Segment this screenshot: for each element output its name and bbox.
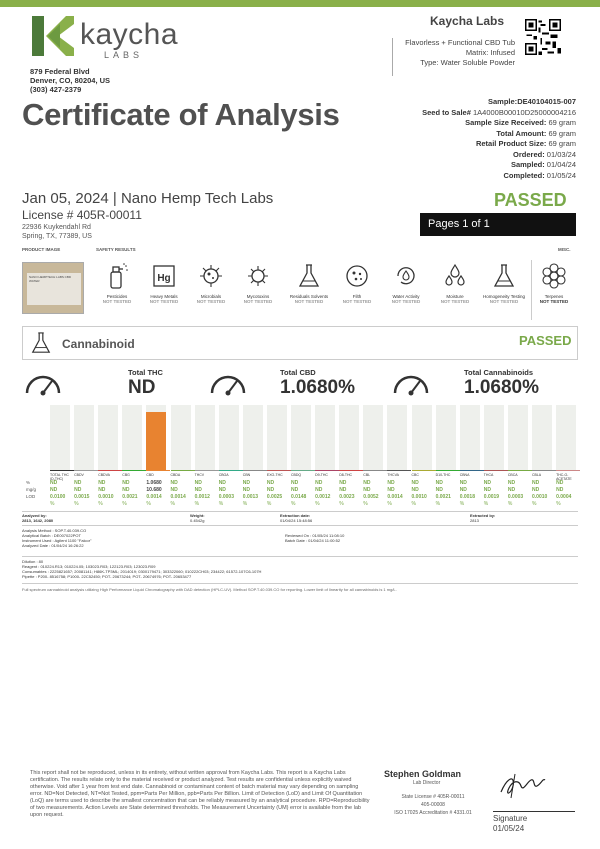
flask-icon	[297, 262, 321, 290]
test-status: NOT TESTED	[489, 299, 519, 304]
bar-track	[315, 405, 335, 470]
sample-row: Completed: 01/05/24	[503, 170, 576, 180]
bar-track	[171, 405, 191, 470]
terpenes-icon	[542, 262, 566, 290]
cannabinoid-lod-value: 0.0100	[50, 494, 66, 500]
test-pesticides	[94, 262, 140, 304]
test-status: NOT TESTED	[196, 299, 226, 304]
cannabinoid-mg-value: ND	[291, 487, 299, 493]
cannabinoid-name: THCA	[484, 470, 508, 477]
pipette: Pipette : P200- 8516758; P1000- 22C52450; POT- 20673244; POT- 20674976; POT- 20653477	[22, 574, 192, 579]
instrument: Instrument Used : Agilent 1100 "Falcor"	[22, 538, 92, 543]
cannabinoid-name: CBG	[122, 470, 146, 477]
cannabinoid-lod-value: 0.0023	[339, 494, 355, 500]
cannabinoid-lod-value: 0.0025	[266, 494, 283, 500]
cannabinoid-lod-value: 0.0010	[532, 494, 548, 500]
gauge-icon	[392, 368, 430, 396]
cannabinoid-name: THC-O-ACETATE	[556, 470, 580, 481]
petri-icon	[345, 262, 369, 290]
bar-track	[556, 405, 576, 470]
test-name: Microbials	[200, 294, 222, 299]
cannabinoid-name: TOTAL THC (D-THC)	[50, 470, 74, 481]
test-name: Water Activity	[392, 294, 420, 299]
bar-track	[122, 405, 142, 470]
extraction-date: Extraction date: 01/04/24 15:48:56	[280, 513, 313, 523]
cannabinoid-lod-value: 0.0021	[435, 494, 451, 500]
signature-line	[493, 811, 575, 812]
test-name: Terpenes	[544, 294, 564, 299]
qr-code-icon[interactable]	[525, 19, 561, 55]
cannabinoid-pct-value: ND	[459, 480, 467, 486]
cannabinoid-lod-value: 0.0052	[363, 494, 379, 500]
gauge-icon	[24, 368, 62, 396]
bar-track	[291, 405, 311, 470]
cannabinoid-lod-value: 0.0012	[315, 494, 331, 500]
cannabinoid-title: Cannabinoid	[62, 337, 135, 351]
unit-label: %	[483, 501, 489, 507]
divider	[22, 583, 578, 584]
analytical-batch: Analytical Batch : DE007022POT	[22, 533, 81, 538]
cannabinoid-mg-value: ND	[98, 487, 106, 493]
unit-label: %	[291, 501, 296, 507]
cannabinoid-lod-value: 0.0012	[194, 494, 210, 500]
cannabinoid-mg-value: ND	[459, 487, 467, 493]
test-homogeneity	[481, 262, 527, 304]
top-accent-bar	[0, 0, 600, 7]
cannabinoid-name: CBDV	[74, 470, 98, 477]
iso-accreditation: ISO 17025 Accreditation # 4331.01	[394, 810, 472, 816]
cannabinoid-mg-value: ND	[50, 487, 58, 493]
drops-icon	[443, 262, 467, 290]
cannabinoid-name: CBGA	[219, 470, 243, 477]
row-label-mg: mg/g	[26, 487, 37, 492]
cannabinoid-name: CBLA	[532, 470, 556, 477]
overall-status-badge: PASSED	[494, 190, 567, 210]
cannabinoid-mg-value: ND	[556, 487, 564, 493]
cannabinoid-bars	[50, 405, 576, 470]
bar-track	[74, 405, 94, 470]
cannabinoid-name: CBC	[412, 470, 436, 477]
cannabinoid-pct-value: ND	[411, 480, 419, 486]
cannabinoid-mg-value: 10.680	[146, 487, 162, 493]
cannabinoid-name: D9-THC	[315, 470, 339, 477]
product-matrix: Matrix: Infused	[465, 48, 515, 57]
cannabinoid-lod-value: 0.0018	[459, 494, 475, 500]
test-filth	[334, 262, 380, 304]
total-cbd-value: 1.0680%	[280, 377, 356, 398]
unit-label: %	[266, 501, 272, 507]
address-line: Spring, TX, 77389, US	[22, 233, 92, 240]
microbe-icon	[199, 262, 223, 290]
test-name: Moisture	[446, 294, 464, 299]
review-block	[285, 533, 344, 543]
row-label-pct: %	[26, 480, 31, 485]
reviewed-on: Reviewed On : 01/05/24 11:08:10	[285, 533, 345, 538]
cannabinoid-mg-value: ND	[122, 487, 130, 493]
bar-track	[50, 405, 70, 470]
sample-info	[340, 97, 576, 181]
batch-date: Batch Date : 01/04/24 11:00:52	[285, 538, 341, 543]
cannabinoid-name: CBN	[243, 470, 267, 477]
cannabinoid-pct-value: ND	[98, 480, 106, 486]
client-license: License # 405R-00011	[22, 208, 142, 222]
test-residual-solvents	[286, 262, 332, 304]
row-label-lod: LOD	[26, 494, 36, 499]
bar-track	[146, 405, 166, 470]
cannabinoid-lod-value: 0.0019	[483, 494, 500, 500]
test-status: NOT TESTED	[102, 299, 132, 304]
bar-track	[460, 405, 480, 470]
license-block	[378, 793, 488, 817]
bar-track	[387, 405, 407, 470]
reagents-block	[22, 559, 261, 579]
cannabinoid-pct-value: ND	[507, 480, 516, 486]
bar-track	[267, 405, 287, 470]
cannabinoid-mg-value: ND	[507, 487, 516, 493]
sample-row: Sample Size Received: 69 gram	[465, 118, 576, 127]
cannabinoid-mg-value: ND	[339, 487, 347, 493]
cannabinoid-name: CBL	[363, 470, 387, 477]
cannabinoid-pct-value: ND	[170, 480, 178, 486]
bar-track	[508, 405, 528, 470]
bar-track	[219, 405, 239, 470]
analysis-method-block	[22, 528, 91, 548]
cannabinoid-lod-value: 0.0010	[98, 494, 114, 500]
unit-label: %	[98, 501, 103, 507]
cannabinoid-mg-value: ND	[363, 487, 371, 493]
client-address	[22, 223, 92, 241]
cannabinoid-lod-value: 0.0021	[122, 494, 138, 500]
unit-label: %	[146, 501, 151, 507]
misc-header: MISC.	[558, 247, 571, 252]
brand-name: kaycha	[80, 18, 179, 51]
test-heavy-metals	[141, 262, 187, 304]
cannabinoid-pct-value: ND	[242, 480, 251, 486]
cannabinoid-lod-value: 0.0014	[387, 494, 403, 500]
cannabinoid-mg-value: ND	[170, 487, 178, 493]
address-line: 22936 Kuykendahl Rd	[22, 224, 91, 231]
license-number: 405-00008	[421, 802, 445, 808]
product-image-label: NANO HEMPTECH LABS CBD WATER	[27, 273, 81, 305]
address-line: (303) 427-2379	[30, 85, 82, 94]
cannabinoid-pct-value: ND	[556, 480, 564, 486]
cannabinoid-name: EXO-THC	[267, 470, 291, 477]
total-thc-label: Total THC	[128, 368, 163, 377]
test-status: NOT TESTED	[342, 299, 372, 304]
cannabinoid-mg-value: ND	[194, 487, 202, 493]
test-moisture	[432, 262, 478, 304]
unit-label: %	[50, 501, 55, 507]
cannabinoid-mg-value: ND	[74, 487, 82, 493]
sample-row: Sampled: 01/04/24	[510, 160, 576, 169]
signer-name: Stephen Goldman	[384, 769, 462, 779]
unit-label: %	[122, 501, 127, 507]
product-info	[360, 38, 515, 68]
test-status: NOT TESTED	[149, 299, 179, 304]
cannabinoid-mg-value: ND	[532, 487, 540, 493]
cannabinoid-pct-value: ND	[266, 480, 275, 486]
unit-label: %	[242, 501, 248, 507]
method-note: Full spectrum cannabinoid analysis utilizing High Performance Liquid Chromatography with DAD detection (HPLC-UV). Method SOP.T.40.039.CO for reporting. Lower limit of linearity for all cannabinoids is 1 mg/L.	[22, 587, 397, 592]
sample-row: Total Amount: 69 gram	[496, 128, 576, 138]
cannabinoid-lod-value: 0.0014	[170, 494, 186, 500]
bar-track	[436, 405, 456, 470]
page-counter: Pages 1 of 1	[420, 213, 576, 236]
hg-icon	[152, 262, 176, 290]
analyzed-date: Analyzed Date : 01/04/24 16:26:22	[22, 543, 84, 548]
address-line: 879 Federal Blvd	[30, 67, 90, 76]
bar-fill	[146, 412, 166, 470]
bar-track	[98, 405, 118, 470]
cannabinoid-pct-value: 1.0680	[146, 480, 162, 486]
total-cannabinoids-value: 1.0680%	[464, 377, 540, 398]
cannabinoid-pct-value: ND	[387, 480, 395, 486]
gauge-icon	[209, 368, 247, 396]
signature-image	[493, 770, 553, 800]
test-status: NOT TESTED	[391, 299, 421, 304]
cannabinoid-name: CBCA	[508, 470, 532, 477]
divider	[22, 525, 578, 526]
test-name: Filth	[352, 294, 362, 299]
unit-label: %	[218, 501, 224, 507]
cannabinoid-mg-value: ND	[387, 487, 395, 493]
flask-icon	[492, 262, 516, 290]
cannabinoid-mg-value: ND	[218, 487, 226, 493]
signer-title: Lab Director	[413, 780, 441, 786]
cannabinoid-lod-value: 0.0010	[411, 494, 427, 500]
spray-icon	[105, 262, 129, 290]
test-name: Mycotoxins	[246, 294, 270, 299]
reagent: Reagent : 010224.R13; 010224.05; 103023.R03; 122123.R03; 123023.R09	[22, 564, 156, 569]
cannabinoid-lod-value: 0.0004	[556, 494, 572, 500]
cannabinoid-name: CBDVA	[98, 470, 122, 477]
cannabinoid-lod-value: 0.0015	[74, 494, 90, 500]
cannabinoid-lod-value: 0.0148	[291, 494, 307, 500]
total-cbd-label: Total CBD	[280, 368, 316, 377]
flask-icon	[30, 330, 52, 356]
divider	[22, 511, 578, 512]
cannabinoid-name: THCVA	[387, 470, 411, 477]
cannabinoid-pct-value: ND	[363, 480, 371, 486]
kaycha-logo-icon	[30, 14, 74, 58]
cannabinoid-status: PASSED	[519, 333, 572, 348]
disclaimer: This report shall not be reproduced, unless in its entirety, without written approval from Kaycha Labs. This report is a Kaycha Labs certification. The results relate only to the material received or product analyzed. Test results are confidential unless explicitly waived otherwise. Void after 1 year from test end date. Cannabinoid or contaminant content of batch material may vary depending on sampling error. ND=Not Detected, NT=Not Tested, ppm=Parts Per Million, ppb=Parts Per Billion. Limit of Detection (LoD) and Limit Of Quantitation (LoQ) are terms used to describe the smallest concentration that can be reliably measured by an analytical procedure. RPD=Reproducibility of two measurements. Action Levels are State determined thresholds. The Measurement Uncertainty (UM) error is available from the lab upon request.	[30, 770, 370, 818]
test-terpenes	[531, 262, 577, 304]
bar-track	[243, 405, 263, 470]
sample-row: Seed to Sale# 1A4000B00010D25000004216	[422, 107, 576, 117]
test-name: Residuals Solvents	[289, 294, 329, 299]
cannabinoid-mg-value: ND	[266, 487, 275, 493]
cannabinoid-name: D8-THC	[339, 470, 363, 477]
bar-track	[363, 405, 383, 470]
cannabinoid-mg-value: ND	[315, 487, 323, 493]
virus-icon	[246, 262, 270, 290]
brand-sub: LABS	[104, 50, 144, 60]
cannabinoid-name: THCV	[195, 470, 219, 477]
cannabinoid-mg-value: ND	[435, 487, 443, 493]
cannabinoid-lod-value: 0.0003	[507, 494, 524, 500]
sample-row: Retail Product Size: 69 gram	[475, 139, 576, 148]
cannabinoid-pct-value: ND	[339, 480, 347, 486]
analysis-method: Analysis Method : SOP.T.40.039.CO	[22, 528, 87, 533]
signature-date: 01/05/24	[493, 824, 525, 833]
sample-row: Sample:DE40104015-007	[488, 97, 576, 106]
water-cycle-icon	[394, 262, 418, 290]
product-image	[22, 262, 84, 314]
test-name: Heavy Metals	[150, 294, 178, 299]
test-status: NOT TESTED	[243, 299, 273, 304]
bar-track	[339, 405, 359, 470]
unit-label: %	[74, 501, 79, 507]
extracted-by: Extracted by: 2813	[470, 513, 496, 523]
cannabinoid-name: D10-THC	[436, 470, 460, 477]
unit-label: %	[339, 501, 344, 507]
cannabinoid-name: CBD	[146, 470, 170, 477]
dilution: Dilution : 80	[22, 559, 44, 564]
report-date-client: Jan 05, 2024 | Nano Hemp Tech Labs	[22, 190, 274, 207]
unit-label: %	[556, 501, 561, 507]
cannabinoid-lod-value: 0.0003	[218, 494, 234, 500]
cannabinoid-mg-value: ND	[411, 487, 419, 493]
unit-label: %	[532, 501, 537, 507]
product-type: Type: Water Soluble Powder	[420, 58, 515, 67]
test-name: Homogeneity Testing	[483, 294, 525, 299]
cannabinoid-pct-value: ND	[74, 480, 82, 486]
weight: Weight: 0.4542g	[190, 513, 205, 523]
cannabinoid-mg-value: ND	[483, 487, 492, 493]
product-image-header: PRODUCT IMAGE	[22, 247, 61, 252]
unit-label: %	[411, 501, 416, 507]
cannabinoid-lod-value: 0.0014	[146, 494, 162, 500]
bar-track	[412, 405, 432, 470]
svg-text:Hg: Hg	[157, 273, 171, 284]
test-water-activity	[383, 262, 429, 304]
cannabinoid-name: CBDA	[171, 470, 195, 477]
cannabinoid-pct-value: ND	[291, 480, 299, 486]
test-status: NOT TESTED	[440, 299, 470, 304]
unit-label: %	[507, 501, 513, 507]
test-status: NOT TESTED	[294, 299, 324, 304]
sample-row: Ordered: 01/03/24	[513, 149, 576, 159]
cannabinoid-pct-value: ND	[218, 480, 226, 486]
cannabinoid-pct-value: ND	[435, 480, 443, 486]
unit-label: %	[459, 501, 465, 507]
cannabinoid-pct-value: ND	[315, 480, 323, 486]
unit-label: %	[170, 501, 175, 507]
cannabinoid-pct-value: ND	[122, 480, 130, 486]
safety-results-header: SAFETY RESULTS	[96, 247, 136, 252]
bar-track	[484, 405, 504, 470]
unit-label: %	[387, 501, 392, 507]
test-name: Pesticides	[106, 294, 128, 299]
unit-label: %	[363, 501, 368, 507]
lab-address	[30, 67, 110, 94]
cannabinoid-pct-value: ND	[532, 480, 540, 486]
cannabinoid-name: CBDQ	[291, 470, 315, 477]
total-cannabinoids-label: Total Cannabinoids	[464, 368, 534, 377]
lab-name: Kaycha Labs	[430, 14, 505, 28]
consumables: Consumables : 2225821657; 20081141; H86K-TP3ML; 2014019; 0300179471; 303322060; 010222CH03; 234422; 61572-107C6-107H	[22, 569, 262, 574]
unit-label: %	[315, 501, 320, 507]
cannabinoid-pct-value: ND	[483, 480, 492, 486]
analyzed-by: Analyzed by: 2813, 1642, 2080	[22, 513, 54, 523]
bar-track	[532, 405, 552, 470]
product-name: Flavorless + Functional CBD Tub	[405, 38, 515, 47]
test-status: NOT TESTED	[539, 299, 569, 304]
signature-caption: Signature	[493, 814, 528, 823]
cannabinoid-name: CBNA	[460, 470, 484, 477]
bar-track	[195, 405, 215, 470]
cannabinoid-mg-value: ND	[242, 487, 251, 493]
total-thc-value: ND	[128, 377, 156, 398]
signature-label	[493, 814, 527, 834]
unit-label: %	[194, 501, 200, 507]
address-line: Denver, CO, 80204, US	[30, 76, 111, 85]
cannabinoid-lod-value: 0.0013	[242, 494, 259, 500]
state-license: State License # 405R-00011	[401, 794, 465, 800]
unit-label: %	[435, 501, 441, 507]
cannabinoid-pct-value: ND	[194, 480, 202, 486]
test-mycotoxins	[235, 262, 281, 304]
test-microbials	[188, 262, 234, 304]
divider	[22, 556, 578, 557]
page-title: Certificate of Analysis	[22, 97, 340, 132]
cannabinoid-pct-value: ND	[50, 480, 58, 486]
